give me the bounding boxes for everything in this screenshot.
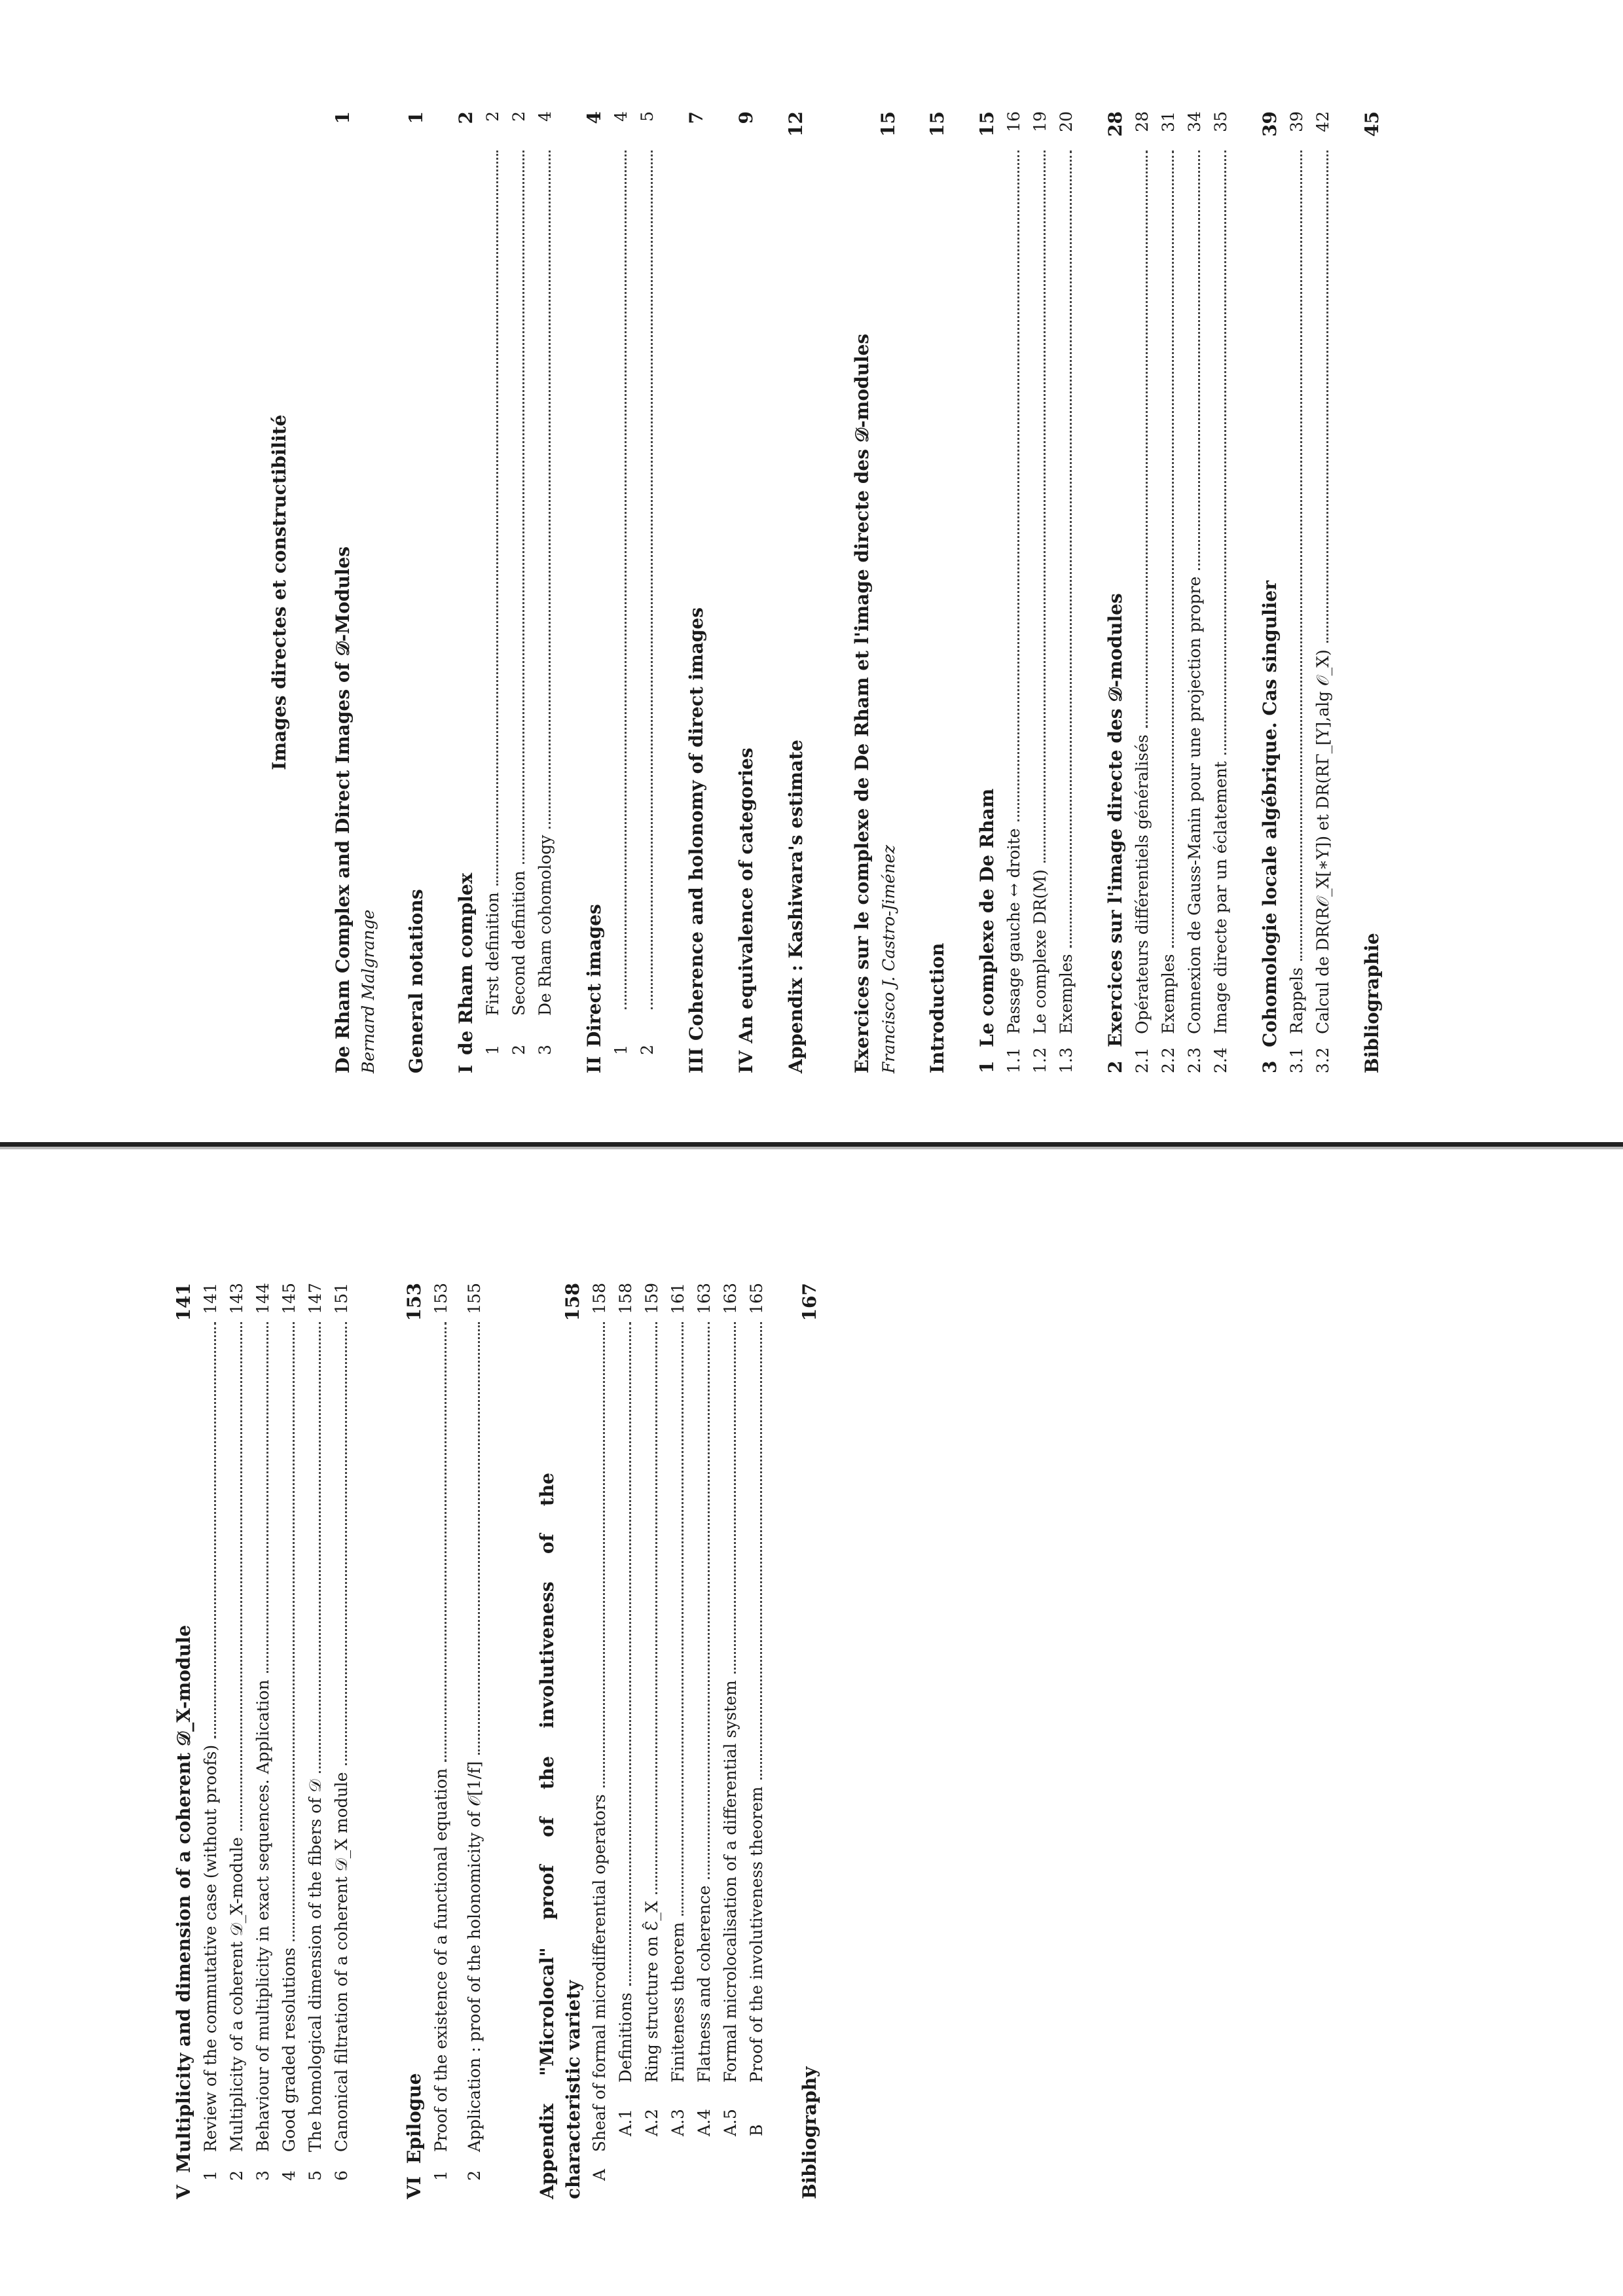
chapter-title: Epilogue (403, 2073, 425, 2164)
page-number: 12 (785, 111, 807, 137)
dot-leader (319, 1322, 321, 1773)
item-title: Definitions (616, 1992, 635, 2083)
section-number: 2 (1104, 1060, 1126, 1073)
part-title: Proof of the involutiveness theorem (747, 1786, 766, 2083)
toc-entry-chapter[interactable] (452, 111, 480, 1073)
page-number: 163 (721, 1283, 740, 1314)
page-number: 158 (562, 1283, 583, 1321)
page-number: 141 (173, 1283, 194, 1321)
item-number: 2.1 (1133, 1047, 1152, 1073)
section-number: 1 (976, 1060, 998, 1073)
dot-leader (522, 151, 524, 864)
page-number: 165 (747, 1283, 766, 1314)
page-number: 2 (455, 111, 477, 124)
toc-entry-chapter[interactable] (581, 111, 608, 1073)
item-title: Good graded resolutions (280, 1947, 299, 2152)
page-number: 141 (201, 1283, 220, 1314)
page-number: 15 (877, 111, 899, 137)
toc-entry-part-a[interactable] (587, 1283, 613, 2199)
item-title: Formal microlocalisation of a differential system (721, 1680, 740, 2083)
chapter-6 (401, 1283, 495, 2199)
dot-leader (651, 151, 653, 1009)
item-number: 1 (201, 2170, 220, 2181)
page-number: 1 (332, 111, 354, 124)
part-title: Sheaf of formal microdifferential operators (590, 1794, 609, 2152)
page-number: 2 (509, 111, 528, 122)
item-title: Rappels (1287, 967, 1306, 1034)
chapter-title: Multiplicity and dimension of a coherent 𝒟_X-module (173, 1624, 194, 2173)
page-number: 161 (668, 1283, 687, 1314)
page-number: 34 (1185, 111, 1204, 132)
toc-entry[interactable] (329, 1283, 355, 2199)
dot-leader (1198, 151, 1200, 570)
page-number: 45 (1361, 111, 1383, 137)
appendix-title: Appendix : Kashiwara's estimate (785, 740, 807, 1073)
item-number: A.2 (642, 2109, 661, 2136)
page-number: 5 (638, 111, 657, 122)
item-number: 1.3 (1057, 1047, 1076, 1073)
toc-entry[interactable] (665, 1283, 691, 2199)
dot-leader (293, 1322, 295, 1941)
section-3 (1256, 111, 1336, 1073)
toc-entry-introduction[interactable] (924, 111, 951, 1073)
item-number: 2 (638, 1045, 657, 1055)
dot-leader (655, 1322, 657, 1894)
toc-entry[interactable] (634, 111, 661, 1073)
item-title: Exemples (1057, 954, 1076, 1034)
item-number: 3 (536, 1045, 555, 1055)
chapter-title: de Rham complex (455, 872, 477, 1055)
item-number: 2.3 (1185, 1047, 1204, 1073)
toc-page-left (170, 1283, 943, 2199)
dot-leader (603, 1322, 605, 1787)
toc-entry[interactable] (613, 1283, 639, 2199)
toc-entry[interactable] (1027, 111, 1053, 1073)
page-number: 155 (465, 1283, 484, 1314)
page-number: 31 (1159, 111, 1178, 132)
page-number: 15 (926, 111, 948, 137)
toc-entry[interactable] (718, 1283, 744, 2199)
toc-entry[interactable] (302, 1283, 329, 2199)
dot-leader (345, 1322, 347, 1765)
entry-title: Bibliography (799, 2066, 820, 2199)
dot-leader (445, 1322, 447, 1762)
dot-leader (734, 1322, 736, 1674)
item-number: 1 (431, 2170, 450, 2181)
page-number: 153 (403, 1283, 425, 1321)
chapter-1 (452, 111, 558, 1073)
section-1 (974, 111, 1080, 1073)
toc-entry-chapter-3[interactable] (683, 111, 710, 1073)
page-number: 1 (405, 111, 427, 124)
toc-entry[interactable] (1310, 111, 1336, 1073)
toc-entry-appendix[interactable] (534, 1283, 587, 2199)
toc-entry-chapter-4[interactable] (733, 111, 760, 1073)
item-title: Finiteness theorem (668, 1922, 687, 2083)
toc-entry[interactable] (1156, 111, 1182, 1073)
dot-leader (1044, 151, 1046, 863)
page-number: 147 (306, 1283, 325, 1314)
page-number: 158 (616, 1283, 635, 1314)
item-number: 1.2 (1030, 1047, 1049, 1073)
item-number: 2 (465, 2170, 484, 2181)
dot-leader (625, 151, 627, 1009)
item-number: 2 (227, 2170, 246, 2181)
item-number: 3 (253, 2170, 272, 2181)
toc-entry-malgrange[interactable] (329, 111, 357, 1073)
page-number: 151 (332, 1283, 351, 1314)
item-number: 3.2 (1313, 1047, 1332, 1073)
chapter-title: Coherence and holonomy of direct images (685, 607, 707, 1041)
page-spine-shadow (0, 1147, 1623, 1149)
malgrange-article (329, 111, 380, 1073)
item-number: 1.1 (1004, 1047, 1023, 1073)
item-title: Proof of the existence of a functional equation (431, 1768, 450, 2152)
page-number: 145 (280, 1283, 299, 1314)
item-title: Passage gauche ↔ droite (1004, 828, 1023, 1034)
toc-entry-castro-author (875, 111, 902, 1073)
item-title: Second definition (509, 870, 528, 1016)
toc-entry[interactable] (276, 1283, 302, 2199)
toc-entry[interactable] (506, 111, 532, 1073)
section-number: 3 (1259, 1060, 1281, 1073)
item-number: 3.1 (1287, 1047, 1306, 1073)
item-number: A.1 (616, 2109, 635, 2136)
toc-entry[interactable] (428, 1283, 454, 2199)
page-number: 159 (642, 1283, 661, 1314)
page-number: 39 (1287, 111, 1306, 132)
item-title: Review of the commutative case (without proofs) (201, 1744, 220, 2152)
toc-entry-castro[interactable] (849, 111, 875, 1073)
dot-leader (478, 1322, 480, 1755)
entry-title: Introduction (926, 942, 948, 1073)
entry-title: Bibliographie (1361, 933, 1383, 1073)
item-title: Canonical filtration of a coherent 𝒟_X module (332, 1772, 351, 2152)
castro-article (849, 111, 902, 1073)
section-title: Le complexe de De Rham (976, 788, 998, 1047)
dot-leader (549, 151, 551, 829)
toc-entry[interactable] (224, 1283, 250, 2199)
page-number: 2 (483, 111, 502, 122)
toc-entry[interactable] (1053, 111, 1080, 1073)
item-title: Connexion de Gauss-Manin pour une projection propre (1185, 576, 1204, 1034)
section-title: Exercices sur l'image directe des 𝒟-modules (1104, 593, 1126, 1047)
item-title: Calcul de DR(R𝒪_X[∗Y]) et DR(RΓ_[Y],alg 𝒪_X) (1313, 649, 1332, 1034)
page-number: 20 (1057, 111, 1076, 132)
item-title: Flatness and coherence (695, 1885, 714, 2083)
item-number: A.5 (721, 2109, 740, 2136)
item-number: 2.4 (1211, 1047, 1230, 1073)
dot-leader (1070, 151, 1072, 948)
dot-leader (266, 1322, 268, 1673)
page-number: 4 (536, 111, 555, 122)
toc-page-right (268, 111, 1525, 1073)
dot-leader (214, 1322, 216, 1738)
toc-entry-bibliography[interactable] (796, 1283, 824, 2199)
item-title: First definition (483, 892, 502, 1016)
toc-entry[interactable] (639, 1283, 665, 2199)
dot-leader (240, 1322, 242, 1831)
item-number: A.3 (668, 2109, 687, 2136)
appendix-microlocal (534, 1283, 770, 2199)
dot-leader (1300, 151, 1302, 961)
page-number: 143 (227, 1283, 246, 1314)
article-title: Exercices sur le complexe de De Rham et l'image directe des 𝒟-modules (851, 333, 873, 1073)
part-number: A (590, 2168, 609, 2181)
item-title: The homological dimension of the fibers of 𝒟 (306, 1779, 325, 2152)
article-title: De Rham Complex and Direct Images of 𝒟-Modules (332, 546, 354, 1073)
page-spine (0, 1142, 1623, 1147)
item-number: 1 (611, 1045, 630, 1055)
item-number: 6 (332, 2170, 351, 2181)
toc-entry[interactable] (1284, 111, 1310, 1073)
dot-leader (1146, 151, 1148, 728)
chapter-number: III (685, 1047, 707, 1073)
item-title: Ring structure on Ɛ̂_X (642, 1901, 661, 2083)
article-author: Bernard Malgrange (359, 909, 378, 1073)
toc-entry[interactable] (608, 111, 634, 1073)
page-number: 28 (1104, 111, 1126, 137)
page-number: 42 (1313, 111, 1332, 132)
item-title: Opérateurs différentiels généralisés (1133, 734, 1152, 1034)
toc-entry[interactable] (480, 111, 506, 1073)
page-number: 28 (1133, 111, 1152, 132)
page-number: 4 (611, 111, 630, 122)
chapter-number: IV (735, 1050, 757, 1073)
dot-leader (1326, 151, 1328, 643)
chapter-title: Direct images (583, 904, 605, 1047)
toc-entry[interactable] (691, 1283, 718, 2199)
page-number: 144 (253, 1283, 272, 1314)
toc-entry[interactable] (1129, 111, 1156, 1073)
dot-leader (1172, 151, 1174, 948)
dot-leader (760, 1322, 762, 1780)
page-number: 19 (1030, 111, 1049, 132)
item-title: Behaviour of multiplicity in exact sequences. Application (253, 1679, 272, 2152)
toc-entry-appendix[interactable] (782, 111, 810, 1073)
page-number: 153 (431, 1283, 450, 1314)
entry-title: General notations (405, 889, 427, 1073)
item-number: 5 (306, 2170, 325, 2181)
page-heading: Images directes et constructibilité (268, 414, 290, 770)
dot-leader (708, 1322, 710, 1879)
page-number: 35 (1211, 111, 1230, 132)
item-number: 1 (483, 1045, 502, 1055)
item-title: Le complexe DR(M) (1030, 869, 1049, 1034)
dot-leader (1224, 151, 1226, 755)
page-number: 7 (685, 111, 707, 124)
item-title: Application : proof of the holonomicity of 𝒪[1/f] (465, 1761, 484, 2152)
section-2 (1102, 111, 1234, 1073)
item-title: Multiplicity of a coherent 𝒟_X-module (227, 1837, 246, 2152)
item-title: Image directe par un éclatement (1211, 761, 1230, 1034)
item-number: A.4 (695, 2109, 714, 2136)
item-number: 2.2 (1159, 1047, 1178, 1073)
chapter-5 (170, 1283, 355, 2199)
chapter-2 (581, 111, 661, 1073)
toc-entry[interactable] (454, 1283, 495, 2199)
page-number: 9 (735, 111, 757, 124)
toc-entry-chapter[interactable] (170, 1283, 198, 2199)
page-number: 4 (583, 111, 605, 124)
toc-entry[interactable] (1001, 111, 1027, 1073)
chapter-number: VI (403, 2176, 425, 2199)
item-title: Exemples (1159, 954, 1178, 1034)
chapter-number: I (455, 1064, 477, 1073)
toc-entry[interactable] (1208, 111, 1234, 1073)
dot-leader (1017, 151, 1019, 821)
chapter-number: V (173, 2185, 194, 2199)
toc-entry-part-b[interactable] (744, 1283, 770, 2199)
toc-entry-section[interactable] (1256, 111, 1284, 1073)
toc-entry-bibliographie[interactable] (1359, 111, 1386, 1073)
page-number: 15 (976, 111, 998, 137)
toc-entry-section[interactable] (974, 111, 1001, 1073)
toc-entry-chapter[interactable] (401, 1283, 428, 2199)
section-title: Cohomologie locale algébrique. Cas singulier (1259, 581, 1281, 1047)
toc-entry[interactable] (532, 111, 558, 1073)
page-number: 16 (1004, 111, 1023, 132)
appendix-title: Appendix "Microlocal" proof of the involutiveness of the characteristic variety (536, 1473, 584, 2199)
toc-entry[interactable] (250, 1283, 276, 2199)
part-number: B (747, 2124, 766, 2136)
page-number: 39 (1259, 111, 1281, 137)
dot-leader (682, 1322, 684, 1916)
dot-leader (629, 1322, 631, 1986)
chapter-number: II (583, 1056, 605, 1073)
toc-entry[interactable] (1182, 111, 1208, 1073)
chapter-title: An equivalence of categories (735, 747, 757, 1043)
page-number: 158 (590, 1283, 609, 1314)
toc-entry-section[interactable] (1102, 111, 1129, 1073)
item-number: 2 (509, 1045, 528, 1055)
page-number: 167 (799, 1283, 820, 1321)
item-title: De Rham cohomology (536, 834, 555, 1016)
article-author: Francisco J. Castro-Jiménez (879, 844, 898, 1073)
toc-entry[interactable] (198, 1283, 224, 2199)
item-number: 4 (280, 2170, 299, 2181)
toc-entry-general-notations[interactable] (403, 111, 430, 1073)
dot-leader (496, 151, 498, 886)
page-number: 163 (695, 1283, 714, 1314)
